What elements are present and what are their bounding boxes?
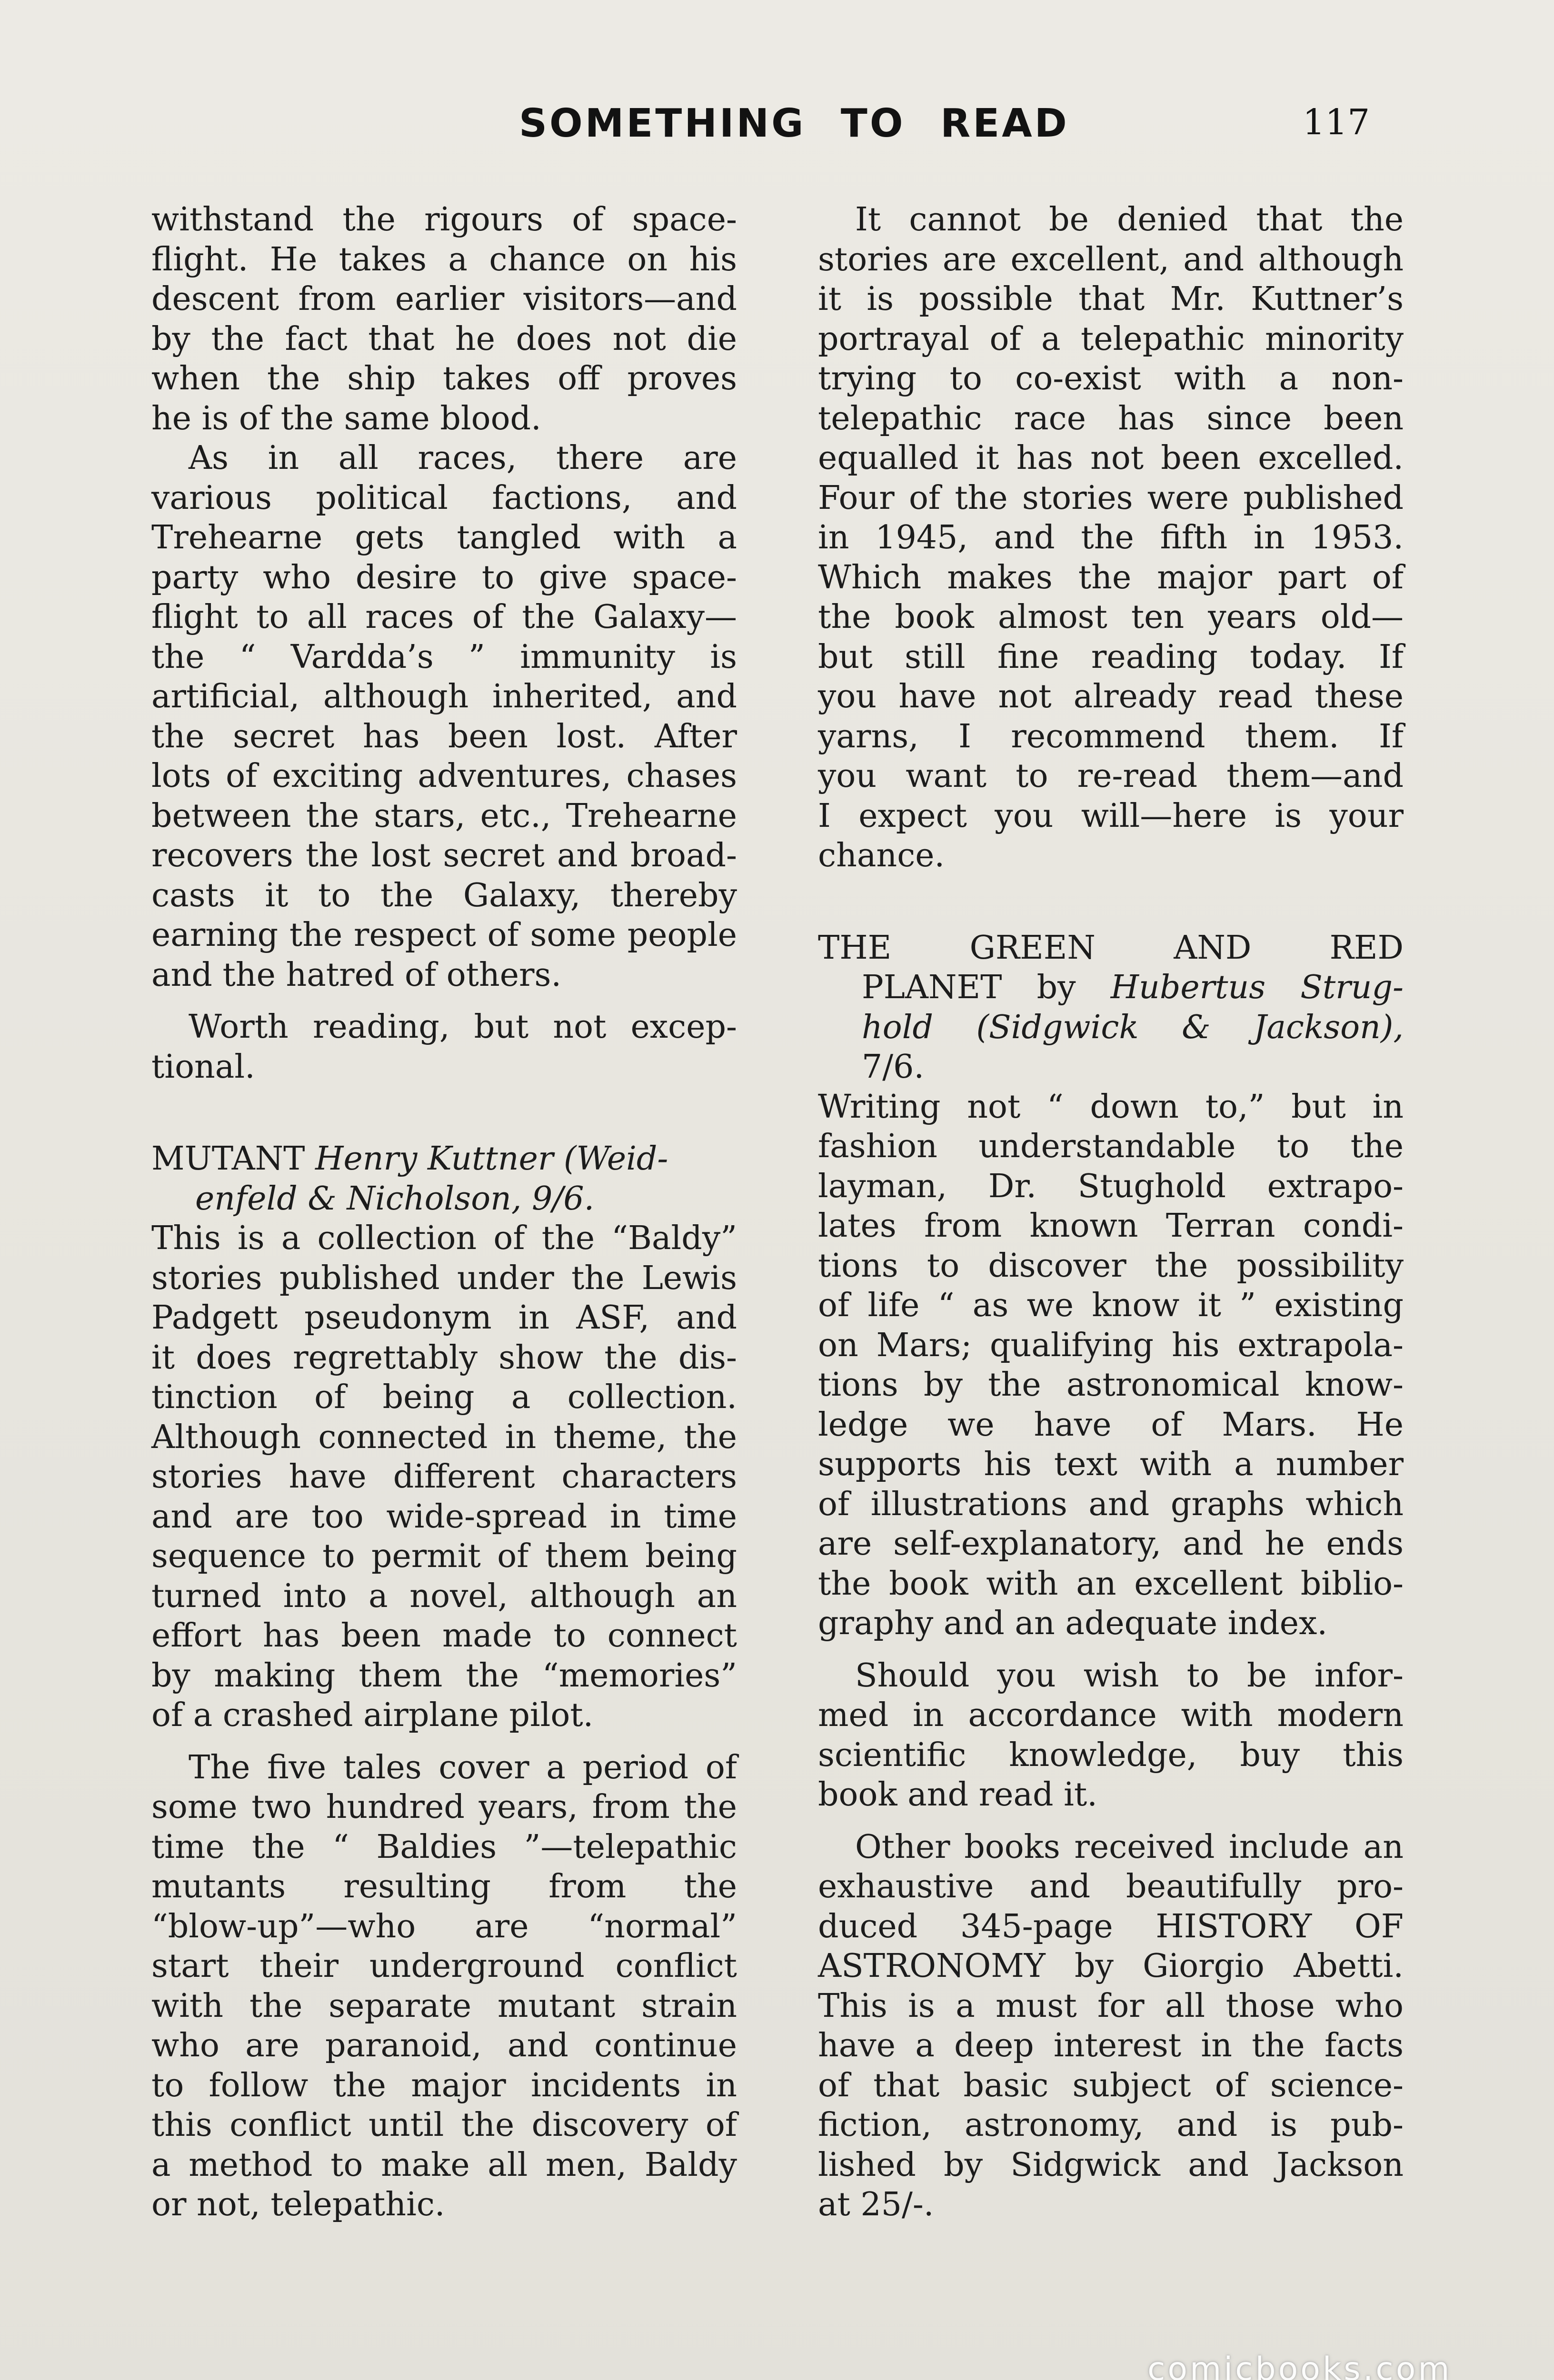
text-line: ASTRONOMY by Giorgio Abetti. [818, 1947, 1404, 1985]
book-price: 7/6. [862, 1048, 925, 1086]
book-author: Hubertus Strug- [1110, 969, 1404, 1006]
text-line: a method to make all men, Baldy [151, 2146, 737, 2184]
heading-line [818, 1008, 1404, 1048]
text-line: fashion understandable to the [818, 1128, 1404, 1165]
text-line: and are too wide-spread in time [151, 1497, 737, 1536]
page-number: 117 [1303, 102, 1370, 143]
text-line: the secret has been lost. After [151, 717, 737, 755]
running-head: SOMETHING TO READ [519, 101, 1069, 146]
book-title: MUTANT [151, 1140, 305, 1178]
heading-line [818, 968, 1404, 1008]
text-line: ledge we have of Mars. He [818, 1406, 1404, 1444]
text-line: tinction of being a collection. [151, 1378, 737, 1416]
text-line: Padgett pseudonym in ASF, and [151, 1299, 737, 1337]
text-line: The five tales cover a period of [189, 1748, 737, 1786]
text-line: lates from known Terran condi- [818, 1207, 1404, 1245]
text-line: lished by Sidgwick and Jackson [818, 2146, 1404, 2184]
text-line: the book with an excellent biblio- [818, 1565, 1404, 1603]
text-line: lots of exciting adventures, chases [151, 757, 737, 795]
text-line: he is of the same blood. [151, 399, 541, 437]
text-line: party who desire to give space- [151, 558, 737, 596]
text-line: Should you wish to be infor- [855, 1656, 1404, 1695]
text-line: Which makes the major part of [818, 558, 1404, 596]
text-line: turned into a novel, although an [151, 1577, 737, 1615]
text-line: I expect you will—here is your [818, 797, 1404, 835]
text-line: effort has been made to connect [151, 1617, 737, 1655]
book-author-publisher: hold (Sidgwick & Jackson), [862, 1008, 1404, 1046]
text-line: This is a must for all those who [818, 1987, 1404, 2025]
text-line: This is a collection of the “Baldy” [151, 1220, 737, 1257]
left-column [151, 200, 737, 2225]
text-line: this conflict until the discovery of [151, 2106, 737, 2144]
text-line: stories published under the Lewis [151, 1259, 737, 1297]
text-line: Although connected in theme, the [151, 1418, 737, 1456]
text-line: Trehearne gets tangled with a [151, 519, 737, 556]
text-line: descent from earlier visitors—and [151, 280, 737, 318]
text-line: time the “ Baldies ”—telepathic [151, 1828, 737, 1866]
text-line: earning the respect of some people [151, 916, 737, 954]
text-line: between the stars, etc., Trehearne [151, 797, 737, 835]
text-line: you have not already read these [818, 678, 1404, 715]
text-line: tional. [151, 1048, 255, 1086]
text-line: are self-explanatory, and he ends [818, 1525, 1404, 1563]
review-heading-mutant [151, 1139, 737, 1219]
text-line: in 1945, and the fifth in 1953. [818, 519, 1404, 556]
text-line: book and read it. [818, 1776, 1097, 1814]
text-line: on Mars; qualifying his extrapola- [818, 1326, 1404, 1364]
text-line: of a crashed airplane pilot. [151, 1696, 594, 1734]
text-line: by making them the “memories” [151, 1656, 737, 1695]
review-heading-green-and-red-planet [818, 928, 1404, 1087]
text-line: tions to discover the possibility [818, 1247, 1404, 1285]
heading-line [151, 1139, 737, 1179]
text-line: of that basic subject of science- [818, 2066, 1404, 2104]
text-line: stories have different characters [151, 1458, 737, 1496]
text-line: portrayal of a telepathic minority [818, 320, 1404, 358]
paragraph-worth-reading [151, 1007, 737, 1087]
text-line: “blow-up”—who are “normal” [151, 1907, 737, 1945]
text-line: but still fine reading today. If [818, 638, 1404, 676]
text-line: with the separate mutant strain [151, 1987, 737, 2025]
right-column [818, 200, 1404, 2225]
text-line: to follow the major incidents in [151, 2066, 737, 2104]
text-line: various political factions, and [151, 479, 737, 517]
text-line: stories are excellent, and although [818, 240, 1404, 278]
text-line: it does regrettably show the dis- [151, 1339, 737, 1377]
text-line: trying to co-exist with a non- [818, 360, 1404, 397]
text-line: casts it to the Galaxy, thereby [151, 876, 737, 914]
text-line: flight. He takes a chance on his [151, 240, 737, 278]
text-line: have a deep interest in the facts [818, 2027, 1404, 2064]
text-line: of life “ as we know it ” existing [818, 1287, 1404, 1324]
text-line: Four of the stories were published [818, 479, 1404, 517]
text-line: equalled it has not been excelled. [818, 439, 1404, 477]
paragraph-five-tales [151, 1748, 737, 2225]
text-line: you want to re-read them—and [818, 757, 1404, 795]
text-line: at 25/-. [818, 2186, 934, 2223]
text-line: it is possible that Mr. Kuttner’s [818, 280, 1404, 318]
text-line: the “ Vardda’s ” immunity is [151, 638, 737, 676]
text-line: some two hundred years, from the [151, 1788, 737, 1826]
text-line: Other books received include an [855, 1828, 1404, 1866]
paragraph-other-books [818, 1827, 1404, 2225]
text-line: scientific knowledge, buy this [818, 1736, 1404, 1774]
paragraph-rigours [151, 200, 737, 438]
text-line: As in all races, there are [189, 439, 737, 477]
text-line: tions by the astronomical know- [818, 1366, 1404, 1404]
text-line: the book almost ten years old— [818, 598, 1404, 636]
text-line: or not, telepathic. [151, 2186, 445, 2223]
paragraph-writing-not-down [818, 1087, 1404, 1644]
paragraph-cannot-be-denied [818, 200, 1404, 876]
text-line: duced 345-page HISTORY OF [818, 1907, 1404, 1945]
paragraph-should-you-wish [818, 1656, 1404, 1815]
text-line: start their underground conflict [151, 1947, 737, 1985]
text-line: when the ship takes off proves [151, 360, 737, 397]
text-line: by the fact that he does not die [151, 320, 737, 358]
heading-line: THE GREEN AND RED [818, 929, 1404, 967]
book-title: PLANET by [862, 969, 1076, 1006]
text-line: flight to all races of the Galaxy— [151, 598, 737, 636]
text-line: It cannot be denied that the [855, 201, 1404, 238]
text-line: chance. [818, 837, 945, 874]
paragraph-political-factions [151, 438, 737, 995]
watermark: comicbooks.com [1147, 2350, 1452, 2380]
text-line: artificial, although inherited, and [151, 678, 737, 715]
text-line: recovers the lost secret and broad- [151, 837, 737, 874]
paragraph-collection [151, 1219, 737, 1735]
text-line: mutants resulting from the [151, 1868, 737, 1905]
text-line: Worth reading, but not excep- [189, 1008, 737, 1046]
text-line: of illustrations and graphs which [818, 1485, 1404, 1523]
text-line: exhaustive and beautifully pro- [818, 1868, 1404, 1905]
text-line: fiction, astronomy, and is pub- [818, 2106, 1404, 2144]
text-line: withstand the rigours of space- [151, 201, 737, 238]
text-line: telepathic race has since been [818, 399, 1404, 437]
book-author-publisher: enfeld & Nicholson, 9/6. [195, 1180, 595, 1218]
text-line: Writing not “ down to,” but in [818, 1088, 1404, 1126]
text-line: sequence to permit of them being [151, 1537, 737, 1575]
text-line: layman, Dr. Stughold extrapo- [818, 1167, 1404, 1205]
text-line: yarns, I recommend them. If [818, 717, 1404, 755]
text-line: and the hatred of others. [151, 956, 562, 994]
text-line: supports his text with a number [818, 1446, 1404, 1483]
text-line: med in accordance with modern [818, 1696, 1404, 1734]
heading-line [151, 1179, 737, 1219]
book-author-publisher: Henry Kuttner (Weid- [315, 1140, 668, 1178]
text-line: graphy and an adequate index. [818, 1605, 1328, 1642]
text-line: who are paranoid, and continue [151, 2027, 737, 2064]
